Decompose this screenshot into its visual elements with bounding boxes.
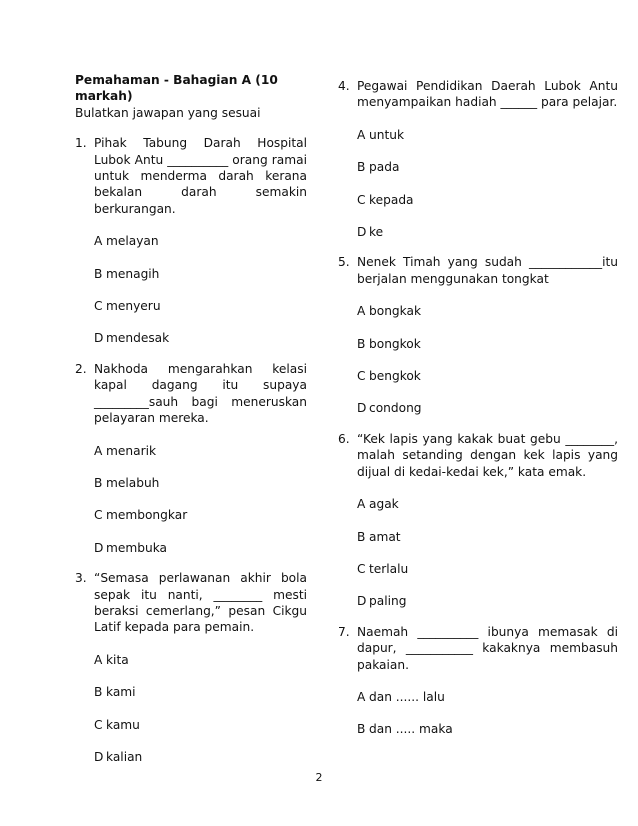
answer-option[interactable] (94, 330, 307, 346)
option-letter: A (94, 443, 103, 458)
option-text: kami (106, 685, 136, 700)
left-column (75, 72, 307, 765)
answer-option[interactable] (357, 159, 618, 175)
answer-option[interactable] (94, 298, 307, 314)
option-text: menyeru (106, 299, 161, 314)
answer-option[interactable] (357, 336, 618, 352)
answer-option[interactable] (357, 303, 618, 319)
option-text: dan ..... maka (369, 722, 453, 737)
question-3 (75, 570, 307, 765)
option-letter: B (357, 336, 366, 351)
option-letter: B (357, 722, 366, 737)
answer-option[interactable] (357, 721, 618, 737)
option-letter: A (357, 497, 366, 512)
option-text: pada (369, 160, 400, 175)
option-text: bengkok (369, 369, 421, 384)
option-text: menarik (106, 443, 157, 458)
option-text: melabuh (106, 475, 160, 490)
question-number: 1. (75, 136, 87, 151)
section-title: Pemahaman - Bahagian A (10 markah) (75, 73, 278, 104)
option-letter: B (94, 685, 103, 700)
answer-option[interactable] (357, 593, 618, 609)
option-text: bongkok (369, 336, 421, 351)
answer-option[interactable] (94, 443, 307, 459)
answer-option[interactable] (357, 400, 618, 416)
option-letter: C (94, 299, 103, 314)
answer-option[interactable] (357, 127, 618, 143)
option-letter: A (357, 689, 366, 704)
question-1 (75, 135, 307, 347)
question-stem: Nakhoda mengarahkan kelasi kapal dagang itu supaya _________sauh bagi meneruskan pelayaran mereka. (94, 361, 307, 426)
option-letter: B (94, 266, 103, 281)
question-number: 2. (75, 361, 87, 376)
option-text: terlalu (369, 561, 409, 576)
option-letter: D (94, 540, 104, 555)
answer-option[interactable] (357, 496, 618, 512)
answer-option[interactable] (357, 689, 618, 705)
answer-option[interactable] (94, 507, 307, 523)
question-number: 3. (75, 571, 87, 586)
option-letter: C (94, 508, 103, 523)
question-stem: Pihak Tabung Darah Hospital Lubok Antu __________ orang ramai untuk menderma darah kerana bekalan darah semakin berkurangan. (94, 136, 307, 216)
option-letter: B (357, 529, 366, 544)
option-letter: D (357, 401, 367, 416)
option-letter: C (94, 717, 103, 732)
question-stem: “Semasa perlawanan akhir bola sepak itu nanti, ________ mesti beraksi cemerlang,” pesan Cikgu Latif kepada para pemain. (94, 571, 307, 635)
option-letter: C (357, 369, 366, 384)
answer-option[interactable] (94, 717, 307, 733)
option-letter: D (357, 594, 367, 609)
option-letter: A (357, 304, 366, 319)
question-number: 4. (338, 79, 350, 93)
answer-option[interactable] (357, 561, 618, 577)
option-text: menagih (106, 266, 160, 281)
option-text: kamu (106, 717, 140, 732)
left-question-list (75, 135, 307, 765)
option-letter: C (357, 192, 366, 207)
section-instruction: Bulatkan jawapan yang sesuai (75, 105, 261, 120)
option-text: bongkak (369, 304, 422, 319)
option-text: untuk (369, 127, 405, 142)
question-6 (338, 431, 618, 610)
answer-option[interactable] (94, 233, 307, 249)
option-text: membongkar (106, 508, 188, 523)
option-text: melayan (106, 234, 159, 249)
right-column (338, 78, 618, 738)
answer-option[interactable] (94, 652, 307, 668)
option-text: kepada (369, 192, 414, 207)
option-letter: C (357, 561, 366, 576)
answer-option[interactable] (357, 192, 618, 208)
option-letter: A (94, 234, 103, 249)
option-letter: D (94, 331, 104, 346)
answer-option[interactable] (94, 540, 307, 556)
question-number: 6. (338, 431, 350, 446)
answer-option[interactable] (357, 224, 618, 240)
option-text: kalian (106, 749, 143, 764)
option-letter: B (94, 475, 103, 490)
option-letter: B (357, 160, 366, 175)
question-stem: Naemah __________ ibunya memasak di dapur, ___________ kakaknya membasuh pakaian. (357, 624, 618, 672)
option-letter: A (94, 652, 103, 667)
question-stem: Nenek Timah yang sudah ____________itu berjalan menggunakan tongkat (357, 255, 618, 286)
question-number: 7. (338, 624, 350, 639)
question-4 (338, 78, 618, 240)
option-letter: D (94, 749, 104, 764)
option-letter: D (357, 225, 367, 240)
answer-option[interactable] (94, 749, 307, 765)
option-text: ke (369, 225, 384, 240)
answer-option[interactable] (94, 684, 307, 700)
option-text: kita (106, 652, 129, 667)
question-number: 5. (338, 255, 350, 270)
question-2 (75, 361, 307, 556)
answer-option[interactable] (357, 529, 618, 545)
question-stem: “Kek lapis yang kakak buat gebu ________, malah setanding dengan kek lapis yang dijual di kedai-kedai kek,” kata emak. (357, 431, 618, 479)
option-text: mendesak (106, 331, 170, 346)
answer-option[interactable] (357, 368, 618, 384)
question-stem: Pegawai Pendidikan Daerah Lubok Antu menyampaikan hadiah ______ para pelajar. (357, 79, 618, 110)
option-text: paling (369, 594, 407, 609)
answer-option[interactable] (94, 475, 307, 491)
question-5 (338, 254, 618, 416)
option-text: dan ...... lalu (369, 689, 445, 704)
option-letter: A (357, 127, 366, 142)
option-text: amat (369, 529, 401, 544)
page-number: 2 (315, 771, 323, 784)
option-text: membuka (106, 540, 168, 555)
option-text: condong (369, 401, 422, 416)
option-text: agak (369, 497, 399, 512)
question-7 (338, 624, 618, 738)
answer-option[interactable] (94, 266, 307, 282)
right-question-list (338, 78, 618, 738)
